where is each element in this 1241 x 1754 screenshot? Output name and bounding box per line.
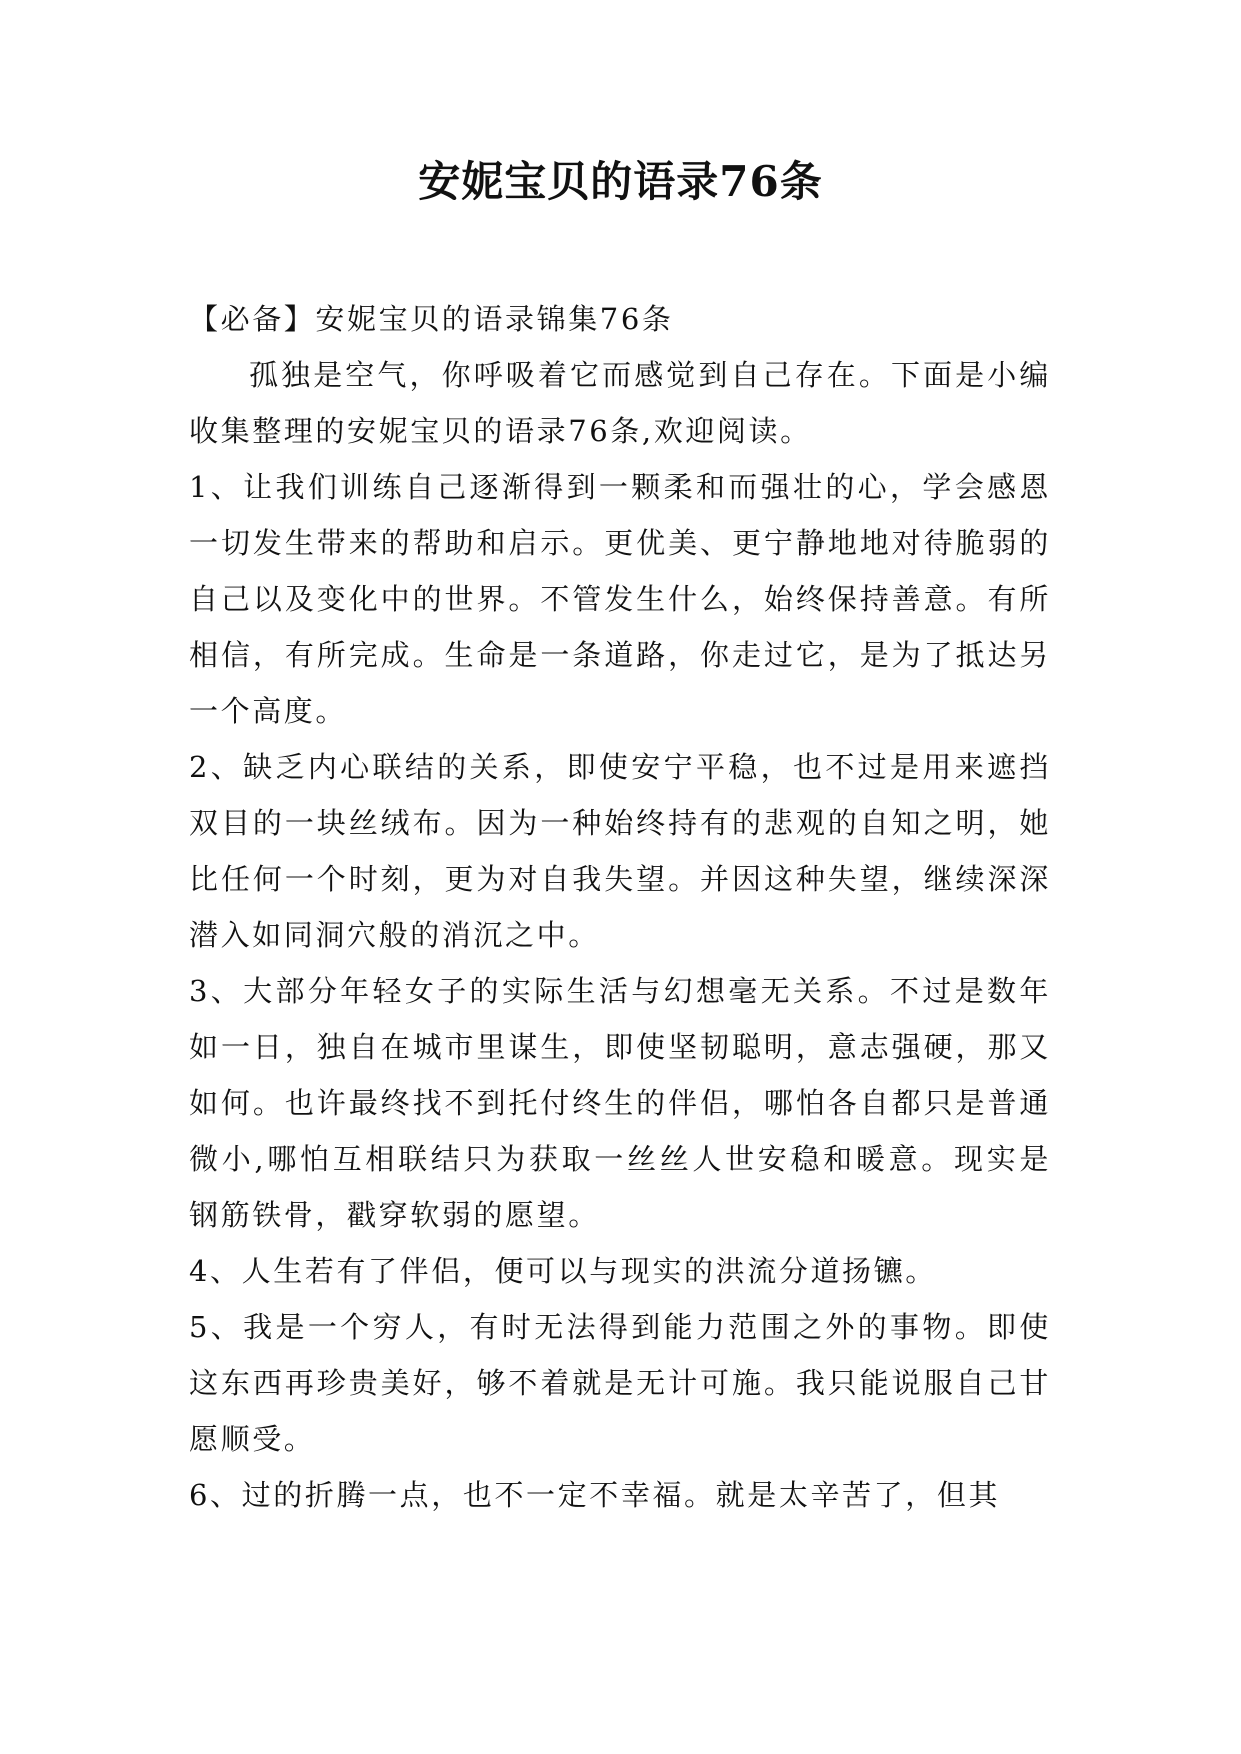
quote-item-5: 5、我是一个穷人，有时无法得到能力范围之外的事物。即使这东西再珍贵美好，够不着就是无计可施。我只能说服自己甘愿顺受。 [189,1310,1051,1456]
document-body [189,291,1051,1523]
quote-item-3: 3、大部分年轻女子的实际生活与幻想毫无关系。不过是数年如一日，独自在城市里谋生，即使坚韧聪明，意志强硬，那又如何。也许最终找不到托付终生的伴侣，哪怕各自都只是普通微小,哪怕互相联结只为获取一丝丝人世安稳和暖意。现实是钢筋铁骨，戳穿软弱的愿望。 [189,974,1051,1232]
quote-item-4: 4、人生若有了伴侣，便可以与现实的洪流分道扬镳。 [189,1254,937,1288]
subtitle-line: 【必备】安妮宝贝的语录锦集76条 [189,302,674,336]
quote-item-1: 1、让我们训练自己逐渐得到一颗柔和而强壮的心，学会感恩一切发生带来的帮助和启示。更优美、更宁静地地对待脆弱的自己以及变化中的世界。不管发生什么，始终保持善意。有所相信，有所完成。生命是一条道路，你走过它，是为了抵达另一个高度。 [189,470,1051,728]
document-title: 安妮宝贝的语录76条 [418,157,823,206]
quote-item-2: 2、缺乏内心联结的关系，即使安宁平稳，也不过是用来遮挡双目的一块丝绒布。因为一种始终持有的悲观的自知之明，她比任何一个时刻，更为对自我失望。并因这种失望，继续深深潜入如同洞穴般的消沉之中。 [189,750,1051,952]
quote-item-6: 6、过的折腾一点，也不一定不幸福。就是太辛苦了，但其 [189,1478,1001,1512]
intro-paragraph: 孤独是空气，你呼吸着它而感觉到自己存在。下面是小编收集整理的安妮宝贝的语录76条,欢迎阅读。 [189,358,1051,448]
